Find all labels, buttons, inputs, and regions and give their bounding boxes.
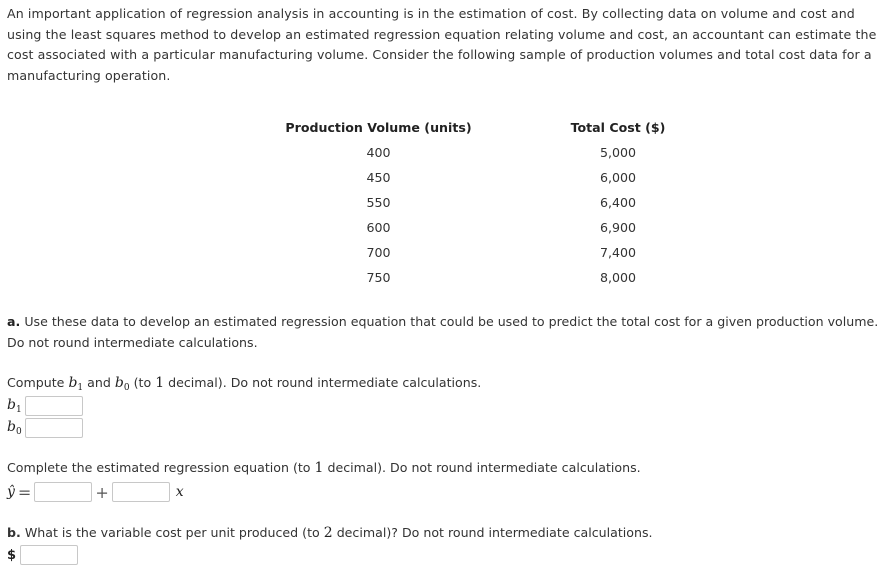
b1-row — [7, 396, 83, 416]
table-row — [260, 140, 699, 165]
part-a-question — [7, 312, 882, 353]
cost-cell: 6,900 — [599, 220, 637, 235]
col-header-volume: Production Volume (units) — [285, 120, 472, 135]
b0-row — [7, 418, 83, 438]
dollar-sign: $ — [7, 547, 17, 563]
intercept-input[interactable] — [34, 482, 92, 502]
b1-label: $b_1$ — [7, 397, 22, 415]
x-symbol: x — [175, 484, 184, 500]
table-row — [260, 215, 699, 240]
equals-sign: = — [17, 482, 32, 502]
cost-cell: 8,000 — [599, 270, 637, 285]
volume-cell: 450 — [366, 170, 391, 185]
yhat-symbol: ŷ — [7, 484, 15, 500]
table-row — [260, 165, 699, 190]
part-b-answer-row — [7, 545, 78, 565]
table-row — [260, 190, 699, 215]
cost-cell: 6,400 — [599, 195, 637, 210]
col-header-cost: Total Cost ($) — [570, 120, 666, 135]
table-row — [260, 265, 699, 290]
equation-instruction: Complete the estimated regression equation (to 1 decimal). Do not round intermediate calculations. — [7, 460, 641, 476]
volume-cell: 550 — [366, 195, 391, 210]
equation-row — [7, 482, 184, 502]
b1-input[interactable] — [25, 396, 83, 416]
part-b-question: b. What is the variable cost per unit produced (to 2 decimal)? Do not round intermediate calculations. — [7, 525, 653, 541]
part-a-text: Use these data to develop an estimated regression equation that could be used to predict the total cost for a given production volume. Do not round intermediate calculations. — [7, 314, 879, 350]
b1-symbol: $b_1$ — [68, 375, 84, 393]
slope-input[interactable] — [112, 482, 170, 502]
data-table — [260, 115, 699, 290]
b0-input[interactable] — [25, 418, 83, 438]
part-b-label: b. — [7, 525, 21, 540]
cost-cell: 6,000 — [599, 170, 637, 185]
volume-cell: 700 — [366, 245, 391, 260]
plus-sign: + — [95, 482, 109, 502]
compute-instruction: Compute $b_1$ and $b_0$ (to 1 decimal). Do not round intermediate calculations. — [7, 375, 482, 393]
volume-cell: 750 — [366, 270, 391, 285]
table-row — [260, 240, 699, 265]
cost-cell: 5,000 — [599, 145, 637, 160]
volume-cell: 400 — [366, 145, 391, 160]
intro-paragraph: An important application of regression analysis in accounting is in the estimation of cost. By collecting data on volume and cost and using the least squares method to develop an estimated regression equation relating volume and cost, an accountant can estimate the cost associated with a particular manufacturing volume. Consider the following sample of production volumes and total cost data for a manufacturing operation. — [7, 6, 877, 83]
b0-label: $b_0$ — [7, 419, 22, 437]
part-a-label: a. — [7, 314, 21, 329]
table-header-row — [260, 115, 699, 140]
volume-cell: 600 — [366, 220, 391, 235]
b0-symbol: $b_0$ — [114, 375, 130, 393]
variable-cost-input[interactable] — [20, 545, 78, 565]
cost-cell: 7,400 — [599, 245, 637, 260]
